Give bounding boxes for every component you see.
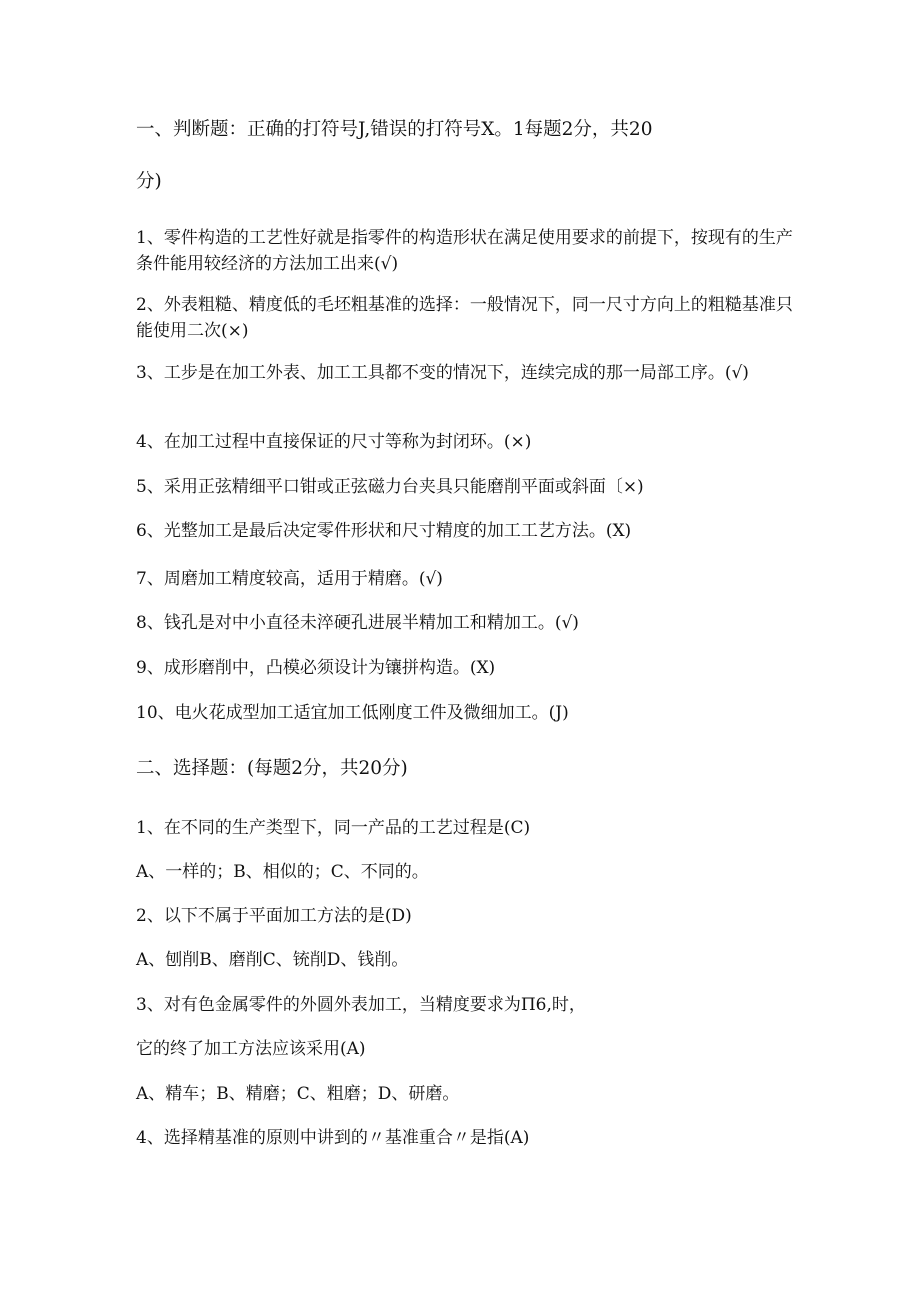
section1-heading: 一、判断题：正确的打符号J,错误的打符号X。1每题2分，共20	[136, 119, 653, 140]
judgment-item-6: 6、光整加工是最后决定零件形状和尺寸精度的加工工艺方法。(X)	[136, 521, 632, 541]
choice-options-3: A、精车；B、精磨；C、粗磨；D、研磨。	[136, 1084, 460, 1104]
choice-question-1: 1、在不同的生产类型下，同一产品的工艺过程是(C)	[136, 818, 531, 838]
judgment-item-7: 7、周磨加工精度较高，适用于精磨。(√)	[136, 569, 443, 589]
judgment-item-3: 3、工步是在加工外表、加工工具都不变的情况下，连续完成的那一局部工序。(√)	[136, 363, 749, 383]
choice-options-1: A、一样的；B、相似的；C、不同的。	[136, 862, 429, 882]
judgment-item-9: 9、成形磨削中，凸模必须设计为镶拼构造。(X)	[136, 658, 496, 678]
judgment-item-4: 4、在加工过程中直接保证的尺寸等称为封闭环。(×)	[136, 432, 532, 452]
judgment-item-2: 2、外表粗糙、精度低的毛坯粗基准的选择：一般情况下，同一尺寸方向上的粗糙基准只能使用二次(×)	[136, 295, 793, 341]
section2-heading: 二、选择题：(每题2分，共20分)	[136, 758, 408, 779]
choice-options-2: A、刨削B、磨削C、铳削D、钱削。	[136, 950, 409, 970]
choice-question-4: 4、选择精基准的原则中讲到的〃基准重合〃是指(A)	[136, 1128, 530, 1148]
choice-question-2: 2、以下不属于平面加工方法的是(D)	[136, 906, 412, 926]
judgment-item-5: 5、采用正弦精细平口钳或正弦磁力台夹具只能磨削平面或斜面〔×)	[136, 477, 644, 497]
judgment-item-10: 10、电火花成型加工适宜加工低刚度工件及微细加工。(J)	[136, 703, 569, 723]
judgment-item-8: 8、钱孔是对中小直径未淬硬孔进展半精加工和精加工。(√)	[136, 613, 579, 633]
choice-question-3: 3、对有色金属零件的外圆外表加工，当精度要求为Π6,时，	[136, 995, 586, 1015]
section1-heading-continued: 分)	[136, 171, 162, 192]
choice-question-3-continued: 它的终了加工方法应该采用(A)	[136, 1039, 366, 1059]
judgment-item-1: 1、零件构造的工艺性好就是指零件的构造形状在满足使用要求的前提下，按现有的生产条件能用较经济的方法加工出来(√)	[136, 228, 793, 274]
